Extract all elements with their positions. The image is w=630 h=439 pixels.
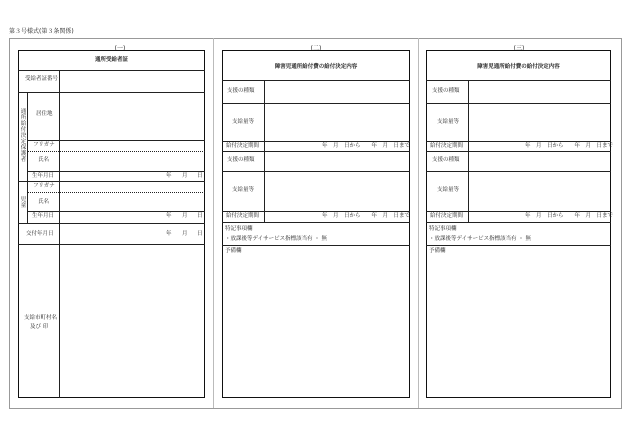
row-divider xyxy=(18,70,205,71)
row-divider xyxy=(426,245,611,246)
side-col-divider xyxy=(27,92,28,223)
decision-title: 障害児通所給付費の給付決定内容 xyxy=(477,64,560,70)
notes-title: 特記事項欄 xyxy=(225,226,253,232)
benefit-amount-label: 支給量等 xyxy=(437,119,460,125)
row-divider xyxy=(222,151,410,152)
municipality-label: 支給市町村名 xyxy=(24,315,58,321)
row-divider xyxy=(18,223,205,224)
year-label: 年 xyxy=(166,213,172,219)
period-text: 年 月 日から 年 月 日まで xyxy=(322,213,411,219)
notes-title: 特記事項欄 xyxy=(429,226,457,232)
period-text: 年 月 日から 年 月 日まで xyxy=(525,213,614,219)
decision-period-label: 給付決定期間 xyxy=(226,213,260,219)
row-divider xyxy=(27,211,205,212)
panel-number: (一) xyxy=(114,45,126,52)
support-type-label: 支援の種類 xyxy=(432,157,460,163)
recipient-no-label: 受給者証番号 xyxy=(25,76,59,82)
furigana-label: フリガナ xyxy=(33,142,55,148)
guardian-birthdate-label: 生年月日 xyxy=(32,173,55,179)
child-side-label: 児童 xyxy=(19,196,26,208)
row-divider xyxy=(27,171,205,172)
row-divider xyxy=(222,80,410,81)
panel-divider xyxy=(418,38,419,408)
support-type-label: 支援の種類 xyxy=(432,88,460,94)
row-divider xyxy=(426,151,611,152)
day-label: 日 xyxy=(197,231,203,237)
month-label: 月 xyxy=(182,173,188,179)
row-divider xyxy=(426,141,611,142)
guardian-side-label: 通所給付決定保護者 xyxy=(19,108,26,162)
reserve-label: 予備欄 xyxy=(225,248,242,254)
support-type-label: 支援の種類 xyxy=(227,157,255,163)
form-header: 第３号様式(第３条関係) xyxy=(9,28,74,35)
day-label: 日 xyxy=(197,173,203,179)
benefit-amount-label: 支給量等 xyxy=(437,187,460,193)
benefit-amount-label: 支給量等 xyxy=(232,119,255,125)
seal-label: 及び 印 xyxy=(30,324,49,330)
notes-item-label: ・放課後等デイサービス指標該当 xyxy=(225,236,308,242)
decision-title: 障害児通所給付費の給付決定内容 xyxy=(274,64,358,70)
certificate-title: 通所受給者証 xyxy=(94,57,128,63)
panel-number: (三) xyxy=(513,45,525,52)
col-divider xyxy=(59,70,60,92)
year-label: 年 xyxy=(166,173,172,179)
row-divider xyxy=(27,151,205,152)
row-divider xyxy=(222,141,410,142)
address-label: 居住地 xyxy=(36,111,53,117)
decision-period-label: 給付決定期間 xyxy=(430,213,464,219)
panel-divider xyxy=(213,38,214,408)
col-divider xyxy=(59,92,60,223)
notes-item-choice: 有 ・ 無 xyxy=(307,236,327,242)
row-divider xyxy=(18,92,205,93)
row-divider xyxy=(222,245,410,246)
row-divider xyxy=(18,244,205,245)
row-divider xyxy=(426,211,611,212)
month-label: 月 xyxy=(182,213,188,219)
child-birthdate-label: 生年月日 xyxy=(32,213,55,219)
row-divider xyxy=(222,222,410,223)
row-divider xyxy=(426,80,611,81)
decision-period-label: 給付決定期間 xyxy=(226,143,260,149)
row-divider xyxy=(222,103,410,104)
row-divider xyxy=(222,171,410,172)
month-label: 月 xyxy=(182,231,188,237)
year-label: 年 xyxy=(166,231,172,237)
row-divider xyxy=(426,171,611,172)
notes-item-label: ・放課後等デイサービス指標該当 xyxy=(429,236,512,242)
col-divider xyxy=(59,223,60,398)
row-divider xyxy=(18,181,205,182)
row-divider xyxy=(426,103,611,104)
decision-period-label: 給付決定期間 xyxy=(430,143,464,149)
row-divider xyxy=(426,222,611,223)
child-name-label: 氏名 xyxy=(38,199,50,205)
panel-number: (二) xyxy=(310,45,322,52)
issue-date-label: 交付年月日 xyxy=(26,231,54,237)
support-type-label: 支援の種類 xyxy=(227,88,255,94)
period-text: 年 月 日から 年 月 日まで xyxy=(322,143,411,149)
benefit-amount-label: 支給量等 xyxy=(232,187,255,193)
panel-one-box xyxy=(18,50,205,398)
reserve-label: 予備欄 xyxy=(429,248,446,254)
furigana-label: フリガナ xyxy=(33,183,55,189)
row-divider xyxy=(27,192,205,193)
day-label: 日 xyxy=(197,213,203,219)
period-text: 年 月 日から 年 月 日まで xyxy=(525,143,614,149)
notes-item-choice: 有 ・ 無 xyxy=(511,236,531,242)
row-divider xyxy=(222,211,410,212)
row-divider xyxy=(27,140,205,141)
guardian-name-label: 氏名 xyxy=(38,157,50,163)
